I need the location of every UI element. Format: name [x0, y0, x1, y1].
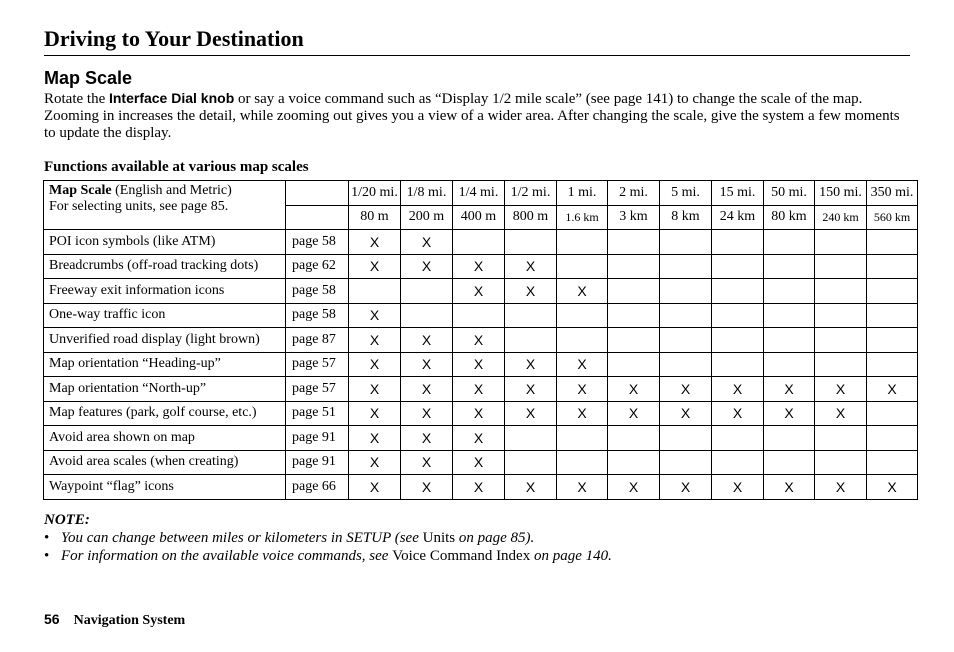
availability-mark: X — [401, 475, 453, 500]
availability-mark — [608, 254, 660, 279]
availability-mark — [660, 254, 712, 279]
availability-mark — [557, 254, 608, 279]
page-reference: page 58 — [286, 230, 349, 255]
availability-mark — [608, 279, 660, 304]
header-blank-cell — [286, 181, 349, 206]
availability-mark — [764, 328, 815, 353]
scale-english: 1/4 mi. — [453, 181, 505, 206]
availability-mark — [815, 328, 867, 353]
availability-mark — [764, 352, 815, 377]
availability-mark — [505, 303, 557, 328]
note-text: You can change between miles or kilometers in SETUP (see — [61, 530, 423, 546]
availability-mark: X — [764, 401, 815, 426]
availability-mark: X — [660, 401, 712, 426]
scale-metric: 800 m — [505, 205, 557, 230]
availability-mark — [712, 254, 764, 279]
availability-mark: X — [349, 303, 401, 328]
units-ref: Units — [422, 530, 456, 546]
availability-mark — [557, 230, 608, 255]
availability-mark: X — [453, 450, 505, 475]
availability-mark — [401, 303, 453, 328]
scale-metric: 3 km — [608, 205, 660, 230]
table-row — [44, 352, 918, 377]
page-title: Driving to Your Destination — [44, 26, 910, 56]
availability-mark — [712, 450, 764, 475]
availability-mark: X — [349, 401, 401, 426]
scale-english: 1/20 mi. — [349, 181, 401, 206]
scale-metric: 240 km — [815, 205, 867, 230]
scale-metric: 560 km — [867, 205, 918, 230]
availability-mark — [867, 450, 918, 475]
availability-mark — [712, 303, 764, 328]
availability-mark — [660, 450, 712, 475]
availability-mark: X — [815, 377, 867, 402]
page-reference: page 66 — [286, 475, 349, 500]
availability-mark: X — [453, 401, 505, 426]
availability-mark — [608, 328, 660, 353]
availability-mark: X — [401, 426, 453, 451]
availability-mark: X — [660, 377, 712, 402]
availability-mark: X — [660, 475, 712, 500]
availability-mark — [867, 401, 918, 426]
availability-mark: X — [349, 377, 401, 402]
scale-english: 150 mi. — [815, 181, 867, 206]
page-footer — [44, 610, 185, 630]
availability-mark: X — [349, 352, 401, 377]
availability-mark — [660, 352, 712, 377]
availability-mark — [608, 352, 660, 377]
availability-mark: X — [401, 450, 453, 475]
header-row-english — [44, 181, 918, 206]
availability-mark — [401, 279, 453, 304]
scale-metric: 80 km — [764, 205, 815, 230]
availability-mark — [505, 230, 557, 255]
page-reference: page 58 — [286, 303, 349, 328]
availability-mark — [867, 279, 918, 304]
availability-mark — [712, 279, 764, 304]
availability-mark: X — [453, 426, 505, 451]
scale-metric: 80 m — [349, 205, 401, 230]
availability-mark: X — [453, 279, 505, 304]
scale-metric: 24 km — [712, 205, 764, 230]
availability-mark: X — [453, 475, 505, 500]
availability-mark: X — [401, 377, 453, 402]
section-title: Map Scale — [44, 68, 133, 88]
availability-mark — [815, 303, 867, 328]
scale-english: 350 mi. — [867, 181, 918, 206]
map-scale-label-rest: (English and Metric) — [111, 183, 232, 198]
scale-english: 5 mi. — [660, 181, 712, 206]
availability-mark — [815, 352, 867, 377]
availability-mark — [867, 230, 918, 255]
availability-mark — [764, 450, 815, 475]
availability-mark — [608, 303, 660, 328]
voice-command-index-ref: Voice Command Index — [392, 548, 531, 564]
availability-mark: X — [453, 352, 505, 377]
availability-mark: X — [505, 377, 557, 402]
availability-mark: X — [349, 475, 401, 500]
availability-mark — [660, 328, 712, 353]
availability-mark: X — [712, 377, 764, 402]
availability-mark — [557, 328, 608, 353]
availability-mark — [764, 303, 815, 328]
availability-mark — [815, 254, 867, 279]
note-text: For information on the available voice commands, see — [61, 548, 393, 564]
bullet: • — [44, 548, 50, 564]
availability-mark — [867, 303, 918, 328]
availability-mark: X — [608, 401, 660, 426]
availability-mark: X — [401, 230, 453, 255]
header-blank-cell — [286, 205, 349, 230]
table-row — [44, 401, 918, 426]
availability-mark: X — [401, 254, 453, 279]
note-text: on page 140. — [530, 548, 612, 564]
table-row — [44, 230, 918, 255]
availability-mark — [764, 254, 815, 279]
page-reference: page 51 — [286, 401, 349, 426]
page-reference: page 91 — [286, 426, 349, 451]
availability-mark: X — [505, 401, 557, 426]
availability-mark — [349, 279, 401, 304]
feature-name: One-way traffic icon — [44, 303, 286, 328]
availability-mark: X — [401, 328, 453, 353]
availability-mark: X — [505, 254, 557, 279]
availability-mark — [712, 230, 764, 255]
availability-mark — [815, 450, 867, 475]
availability-mark: X — [557, 475, 608, 500]
feature-name: Waypoint “flag” icons — [44, 475, 286, 500]
page-reference: page 58 — [286, 279, 349, 304]
table-row — [44, 450, 918, 475]
availability-mark — [712, 352, 764, 377]
availability-mark — [764, 230, 815, 255]
map-scale-header — [44, 181, 286, 230]
availability-mark — [660, 279, 712, 304]
note-heading: NOTE: — [44, 512, 90, 528]
table-row — [44, 254, 918, 279]
availability-mark: X — [505, 352, 557, 377]
scale-english: 15 mi. — [712, 181, 764, 206]
availability-mark — [660, 426, 712, 451]
availability-mark — [453, 230, 505, 255]
scale-english: 1/2 mi. — [505, 181, 557, 206]
page-reference: page 87 — [286, 328, 349, 353]
scale-english: 1 mi. — [557, 181, 608, 206]
scale-metric: 8 km — [660, 205, 712, 230]
page-reference: page 62 — [286, 254, 349, 279]
availability-mark: X — [557, 352, 608, 377]
scale-english: 2 mi. — [608, 181, 660, 206]
scale-english: 1/8 mi. — [401, 181, 453, 206]
feature-name: POI icon symbols (like ATM) — [44, 230, 286, 255]
feature-name: Map orientation “Heading-up” — [44, 352, 286, 377]
availability-mark: X — [557, 279, 608, 304]
availability-mark: X — [505, 279, 557, 304]
page-reference: page 91 — [286, 450, 349, 475]
availability-mark — [608, 426, 660, 451]
table-row — [44, 303, 918, 328]
availability-mark — [660, 230, 712, 255]
availability-mark: X — [712, 401, 764, 426]
availability-mark — [764, 279, 815, 304]
availability-mark — [867, 426, 918, 451]
availability-mark — [608, 450, 660, 475]
note-text: on page 85). — [455, 530, 535, 546]
availability-mark: X — [608, 377, 660, 402]
availability-mark: X — [349, 450, 401, 475]
intro-paragraph — [44, 90, 914, 142]
availability-mark: X — [815, 401, 867, 426]
page-reference: page 57 — [286, 377, 349, 402]
availability-mark: X — [453, 254, 505, 279]
feature-name: Map orientation “North-up” — [44, 377, 286, 402]
availability-mark — [712, 426, 764, 451]
availability-mark: X — [764, 475, 815, 500]
feature-name: Breadcrumbs (off-road tracking dots) — [44, 254, 286, 279]
intro-after: or say a voice command such as “Display 1/2 mile scale” (see page 141) to change the scale of the map. Zooming in increases the detail, while zooming out gives you a view of a wider area. After changing the scale, give the system a few moments to update the display. — [44, 91, 900, 141]
availability-mark — [867, 352, 918, 377]
feature-name: Map features (park, golf course, etc.) — [44, 401, 286, 426]
availability-mark — [764, 426, 815, 451]
availability-mark — [505, 426, 557, 451]
availability-mark: X — [867, 475, 918, 500]
availability-mark — [557, 303, 608, 328]
feature-name: Freeway exit information icons — [44, 279, 286, 304]
availability-mark: X — [349, 230, 401, 255]
availability-mark: X — [453, 377, 505, 402]
feature-name: Avoid area scales (when creating) — [44, 450, 286, 475]
page-number: 56 — [44, 611, 60, 627]
availability-mark — [557, 450, 608, 475]
availability-mark — [712, 328, 764, 353]
availability-mark — [505, 328, 557, 353]
note-item-units — [44, 529, 924, 547]
intro-before: Rotate the — [44, 91, 109, 107]
scale-english: 50 mi. — [764, 181, 815, 206]
feature-name: Avoid area shown on map — [44, 426, 286, 451]
availability-mark — [557, 426, 608, 451]
availability-mark: X — [764, 377, 815, 402]
table-row — [44, 279, 918, 304]
availability-mark: X — [867, 377, 918, 402]
availability-mark: X — [712, 475, 764, 500]
scale-metric: 400 m — [453, 205, 505, 230]
note-block — [44, 511, 924, 565]
feature-name: Unverified road display (light brown) — [44, 328, 286, 353]
table-row — [44, 426, 918, 451]
scale-metric: 200 m — [401, 205, 453, 230]
availability-mark: X — [349, 328, 401, 353]
map-scale-label: Map Scale — [49, 183, 112, 198]
units-note: For selecting units, see page 85. — [49, 199, 229, 214]
map-scale-table — [43, 180, 918, 500]
availability-mark — [867, 254, 918, 279]
availability-mark — [453, 303, 505, 328]
availability-mark — [815, 426, 867, 451]
availability-mark — [660, 303, 712, 328]
note-item-voice-commands — [44, 547, 924, 565]
table-row — [44, 328, 918, 353]
availability-mark — [867, 328, 918, 353]
availability-mark — [815, 279, 867, 304]
bullet: • — [44, 530, 50, 546]
availability-mark: X — [349, 254, 401, 279]
table-row — [44, 377, 918, 402]
availability-mark — [608, 230, 660, 255]
availability-mark: X — [608, 475, 660, 500]
availability-mark — [505, 450, 557, 475]
availability-mark: X — [815, 475, 867, 500]
table-row — [44, 475, 918, 500]
book-title: Navigation System — [73, 613, 186, 628]
availability-mark: X — [557, 377, 608, 402]
availability-mark: X — [349, 426, 401, 451]
scale-metric: 1.6 km — [557, 205, 608, 230]
availability-mark: X — [453, 328, 505, 353]
availability-mark — [815, 230, 867, 255]
availability-mark: X — [401, 352, 453, 377]
availability-mark: X — [401, 401, 453, 426]
interface-dial-term: Interface Dial knob — [108, 90, 235, 106]
availability-mark: X — [505, 475, 557, 500]
table-title: Functions available at various map scales — [44, 159, 309, 175]
availability-mark: X — [557, 401, 608, 426]
page-reference: page 57 — [286, 352, 349, 377]
